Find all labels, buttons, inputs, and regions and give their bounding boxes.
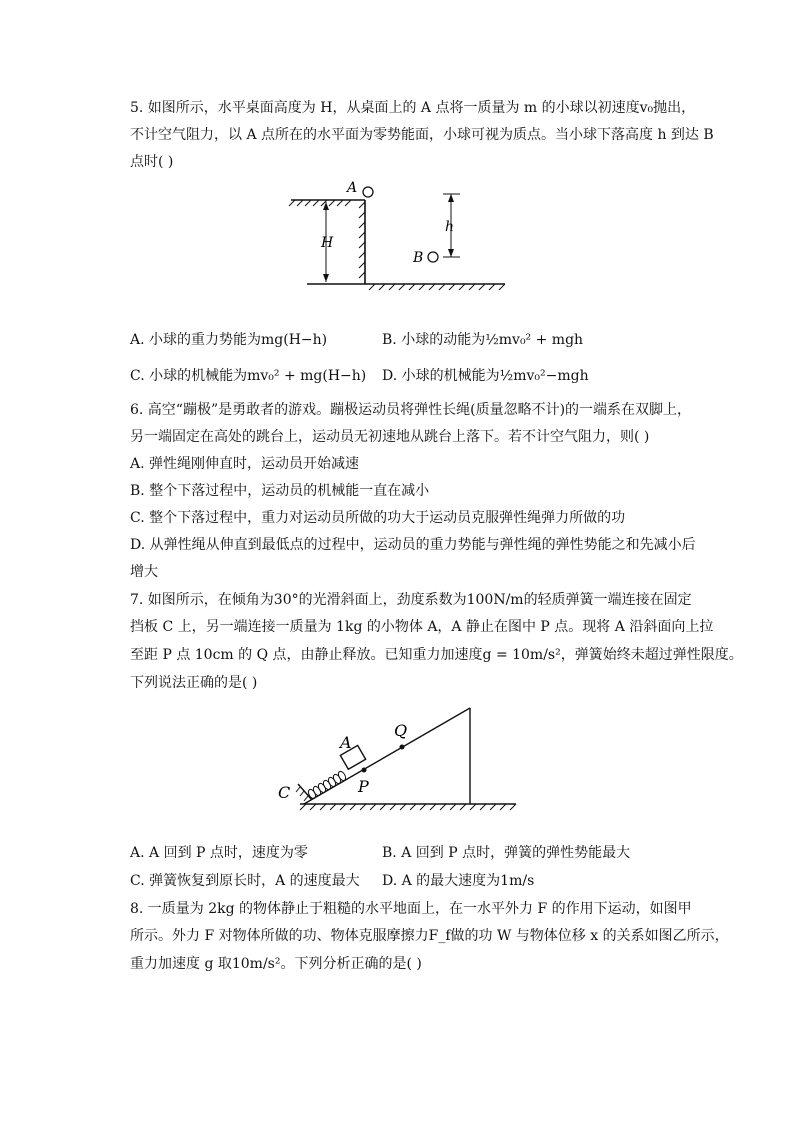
q7-label-A: A — [340, 733, 352, 752]
q8-line-3: 重力加速度 g 取10m/s²。下列分析正确的是( ) — [130, 956, 422, 972]
q5-option-c: C. 小球的机械能为mv₀² + mg(H−h) — [130, 368, 367, 384]
q7-option-c: C. 弹簧恢复到原长时，A 的速度最大 — [130, 873, 360, 889]
q5-option-a: A. 小球的重力势能为mg(H−h) — [130, 332, 328, 348]
q6-option-c: C. 整个下落过程中，重力对运动员所做的功大于运动员克服弹性绳弹力所做的功 — [130, 510, 626, 526]
q6-line-1: 6. 高空“蹦极”是勇敢者的游戏。蹦极运动员将弹性长绳(质量忽略不计)的一端系在双脚上， — [130, 402, 692, 418]
q7-option-b: B. A 回到 P 点时，弹簧的弹性势能最大 — [382, 845, 631, 861]
q8-line-2: 所示。外力 F 对物体所做的功、物体克服摩擦力F_f做的功 W 与物体位移 x 的关系如图乙所示， — [130, 928, 729, 944]
q7-line-4: 下列说法正确的是( ) — [130, 675, 258, 691]
q5-label-A: A — [347, 180, 358, 196]
q5-label-B: B — [413, 250, 424, 266]
q7-line-1: 7. 如图所示，在倾角为30°的光滑斜面上，劲度系数为100N/m的轻质弹簧一端连接在固定 — [130, 592, 692, 608]
q5-line-1: 5. 如图所示，水平桌面高度为 H，从桌面上的 A 点将一质量为 m 的小球以初速度v₀抛出， — [130, 100, 696, 116]
q6-option-d: D. 从弹性绳从伸直到最低点的过程中，运动员的重力势能与弹性绳的弹性势能之和先减小后 — [130, 537, 696, 553]
q6-line-2: 另一端固定在高处的跳台上，运动员无初速地从跳台上落下。若不计空气阻力，则( ) — [130, 429, 650, 445]
q7-line-3: 至距 P 点 10cm 的 Q 点，由静止释放。已知重力加速度g = 10m/s²，弹簧始终未超过弹性限度。 — [130, 647, 743, 663]
q6-option-d-cont: 增大 — [130, 564, 158, 580]
q5-line-2: 不计空气阻力，以 A 点所在的水平面为零势能面，小球可视为质点。当小球下落高度 h 到达 B — [130, 127, 714, 143]
q7-option-a: A. A 回到 P 点时，速度为零 — [130, 845, 308, 861]
q8-line-1: 8. 一质量为 2kg 的物体静止于粗糙的水平地面上，在一水平外力 F 的作用下运动，如图甲 — [130, 901, 692, 917]
q7-figure — [272, 700, 522, 815]
q7-line-2: 挡板 C 上，另一端连接一质量为 1kg 的小物体 A，A 静止在图中 P 点。现将 A 沿斜面向上拉 — [130, 619, 714, 635]
q5-option-d: D. 小球的机械能为½mv₀²−mgh — [382, 368, 589, 384]
q5-line-3: 点时( ) — [130, 154, 174, 170]
q6-option-b: B. 整个下落过程中，运动员的机械能一直在减小 — [130, 483, 430, 499]
q7-label-Q: Q — [394, 721, 408, 740]
q7-label-P: P — [358, 777, 369, 796]
q5-option-b: B. 小球的动能为½mv₀² + mgh — [382, 332, 584, 348]
q7-label-C: C — [278, 783, 291, 802]
q7-option-d: D. A 的最大速度为1m/s — [382, 873, 535, 889]
q6-option-a: A. 弹性绳刚伸直时，运动员开始减速 — [130, 456, 360, 472]
q5-label-H: H — [321, 235, 334, 251]
q5-figure — [285, 178, 515, 298]
q5-label-h: h — [445, 219, 455, 235]
